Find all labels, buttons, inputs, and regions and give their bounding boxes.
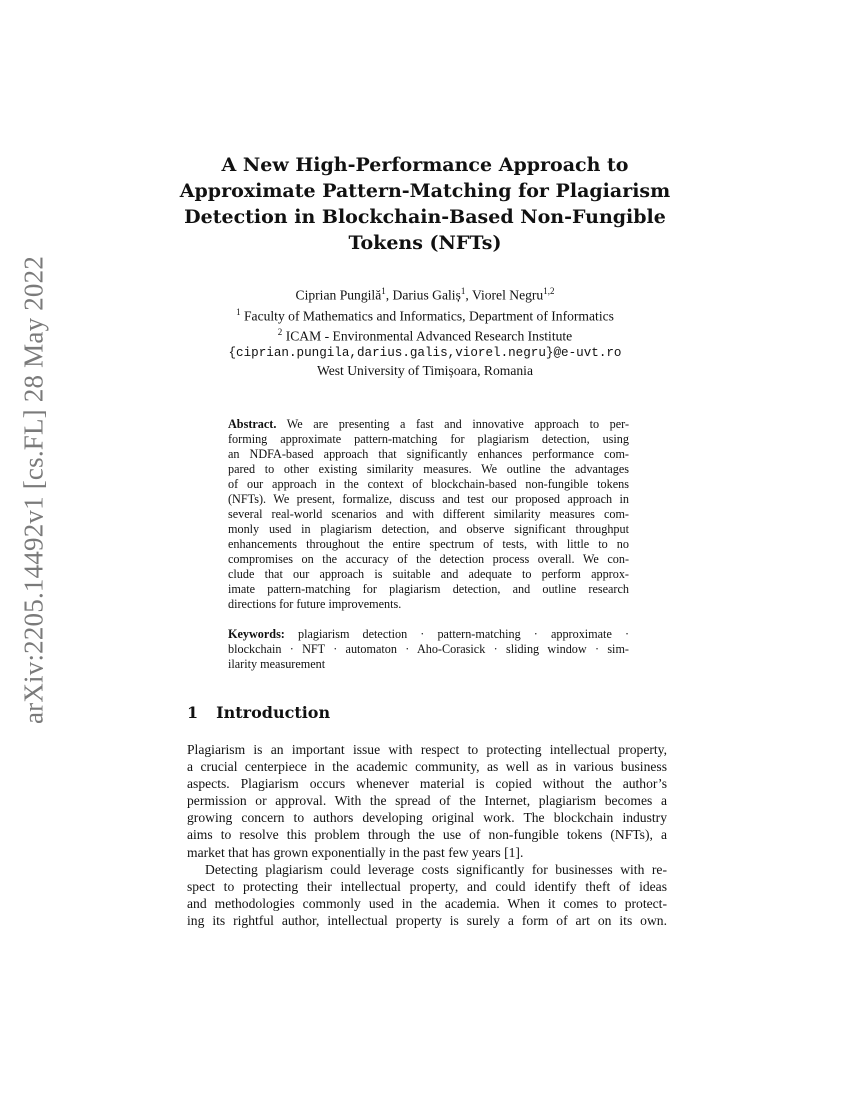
university: West University of Timișoara, Romania [316,362,533,378]
paragraph-line: aspects. Plagiarism occurs whenever material is copied without the author’s [187,776,667,792]
paragraph-line: a crucial centerpiece in the academic community, as well as in various business [187,759,667,775]
abstract-line: clude that our approach is suitable and adequate to perform approx- [228,567,629,581]
arxiv-stamp-text: arXiv:2205.14492v1 [cs.FL] 28 May 2022 [18,255,49,725]
body-text [187,741,667,929]
paragraph-line: and methodologies commonly used in the academia. When it comes to protect- [187,895,667,911]
paragraph-line: spect to protecting their intellectual property, and could identify theft of ideas [187,878,667,894]
author-affiliation-mark: 1 [460,286,466,296]
title-line: Detection in Blockchain-Based Non-Fungible [184,206,666,228]
abstract-text: We are presenting a fast and innovative approach to per- [286,417,630,431]
abstract-line: of our approach in the context of blockchain-based non-fungible tokens [228,477,629,491]
abstract-line: (NFTs). We present, formalize, discuss and test our proposed approach in [228,492,629,506]
affiliation-text: ICAM - Environmental Advanced Research Institute [285,328,573,344]
paragraph-line: growing concern to authors developing original work. The blockchain industry [187,810,667,826]
abstract-line: compromises on the accuracy of the detection process overall. We con- [228,552,629,566]
author-name: Darius Galiș [392,287,461,303]
keywords-text: plagiarism detection · pattern-matching · approximate · [297,627,630,641]
abstract-label: Abstract. [228,417,277,431]
abstract-line: an NDFA-based approach that significantly enhances performance com- [228,447,629,461]
abstract-line: pared to other existing similarity measures. We outline the advantages [228,462,629,476]
affiliation-line [150,324,700,345]
paragraph-line: Plagiarism is an important issue with respect to protecting intellectual property, [187,742,667,757]
author-affiliation-mark: 1,2 [543,286,555,296]
affiliation-line [150,304,700,325]
abstract-line: imate pattern-matching for plagiarism detection, and outline research [228,582,629,596]
paragraph [187,861,667,929]
author-emails: {ciprian.pungila,darius.galis,viorel.negru}@e-uvt.ro [228,345,622,360]
abstract-line: monly used in plagiarism detection, and observe significant throughput [228,522,629,536]
affiliation-text: Faculty of Mathematics and Informatics, Department of Informatics [243,308,614,324]
paper-title [150,152,700,256]
abstract-line: enhancements throughout the entire spectrum of tests, with little to no [228,537,629,551]
title-line: Tokens (NFTs) [348,232,502,254]
paragraph [187,741,667,861]
affiliation-mark: 1 [236,306,241,317]
title-line: Approximate Pattern-Matching for Plagiarism [179,180,671,202]
abstract-line: several real-world scenarios and with different similarity measures com- [228,507,629,521]
keywords-label: Keywords: [228,627,285,641]
paragraph-line: market that has grown exponentially in the past few years [1]. [187,844,524,860]
abstract-line: forming approximate pattern-matching for plagiarism detection, using [228,432,629,446]
author-name: Viorel Negru [471,287,544,303]
author-name: Ciprian Pungilă [295,287,382,303]
paragraph-line: ing its rightful author, intellectual property is surely a form of art on its own. [187,912,667,928]
abstract-line [228,417,629,432]
author-affiliation-mark: 1 [381,286,386,296]
paragraph-line: aims to resolve this problem through the use of non-fungible tokens (NFTs), a [187,827,667,843]
affiliation-mark: 2 [277,327,283,338]
abstract [228,417,629,612]
paragraph-line: Detecting plagiarism could leverage costs significantly for businesses with re- [205,861,667,877]
arxiv-stamp [14,255,54,725]
section-number: 1 [187,703,199,722]
author-names: Ciprian Pungilă$^1$, Darius Galiș$^1$, Viorel Negru$^{1,2}$ [295,286,555,303]
keywords-line: ilarity measurement [228,657,326,671]
paragraph-line: permission or approval. With the spread of the Internet, plagiarism becomes a [187,793,667,809]
keywords-line [228,627,629,642]
title-line: A New High-Performance Approach to [221,154,629,176]
keywords [228,627,629,672]
abstract-line: directions for future improvements. [228,597,402,611]
section-heading [187,703,330,722]
section-title: Introduction [216,703,331,722]
author-block [150,283,700,379]
keywords-line: blockchain · NFT · automaton · Aho-Corasick · sliding window · sim- [228,642,629,656]
